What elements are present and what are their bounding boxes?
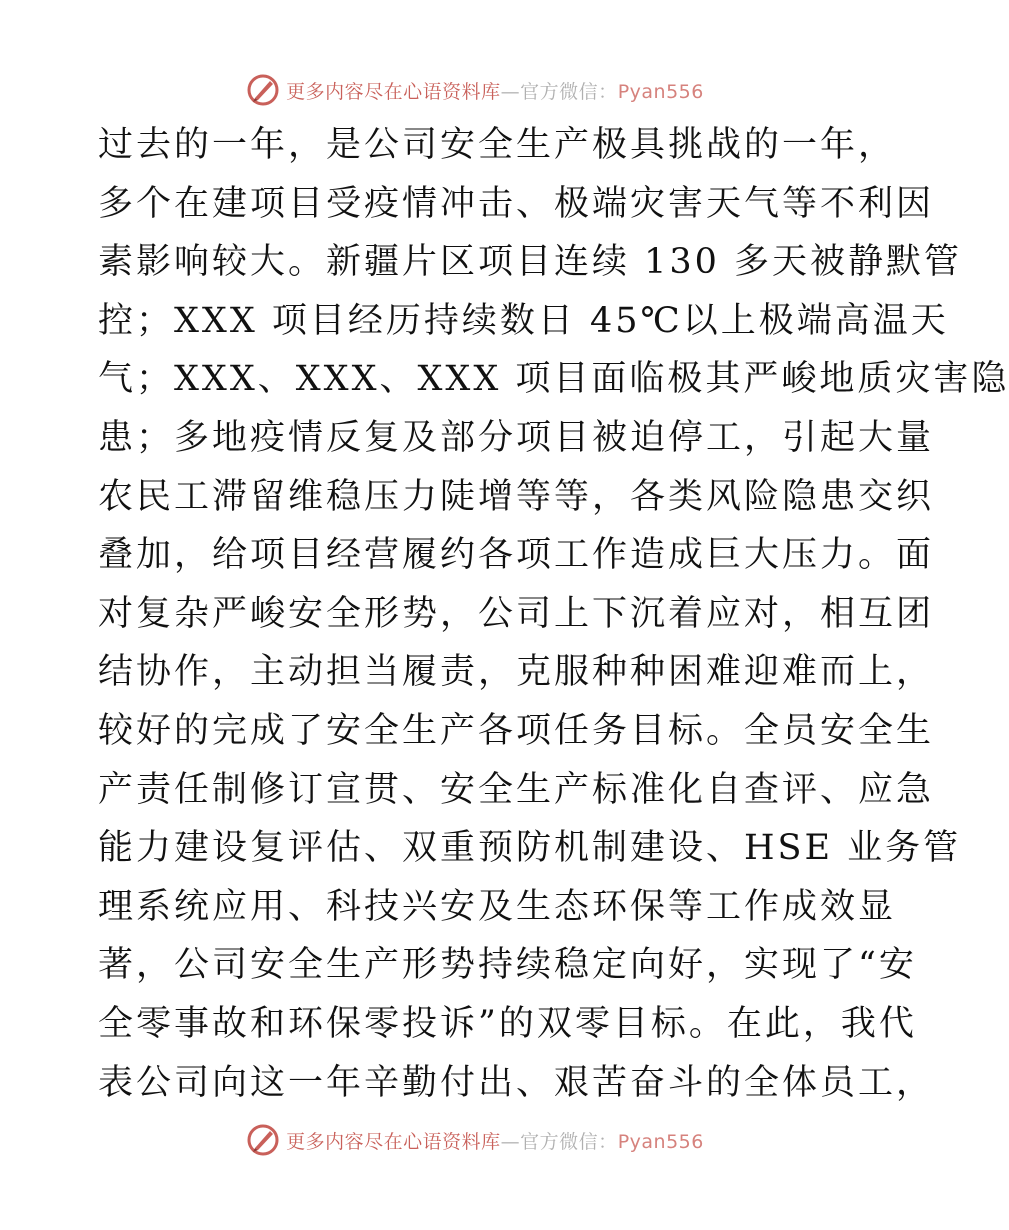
body-line: 产责任制修订宣贯、安全生产标准化自查评、应急 xyxy=(98,769,935,810)
body-line: 素影响较大。新疆片区项目连续 130 多天被静默管 xyxy=(98,242,963,283)
body-line: 理系统应用、科技兴安及生态环保等工作成效显 xyxy=(98,886,897,927)
body-line: 过去的一年，是公司安全生产极具挑战的一年， xyxy=(98,125,897,165)
watermark-separator: — xyxy=(500,80,521,103)
watermark-separator: — xyxy=(500,1130,521,1153)
quill-pen-logo-icon xyxy=(246,1123,280,1157)
body-line: 表公司向这一年辛勤付出、艰苦奋斗的全体员工， xyxy=(98,1062,935,1103)
watermark-wechat-label: 官方微信： xyxy=(520,80,618,103)
header-watermark-banner xyxy=(0,70,950,110)
body-line: 控；XXX 项目经历持续数日 45℃以上极端高温天 xyxy=(98,300,949,341)
body-line: 农民工滞留维稳压力陡增等等，各类风险隐患交织 xyxy=(98,476,935,517)
watermark-wechat-label: 官方微信： xyxy=(520,1130,618,1153)
watermark-wechat-id: Pyan556 xyxy=(617,1130,704,1153)
watermark-text xyxy=(286,1127,704,1154)
body-line: 叠加，给项目经营履约各项工作造成巨大压力。面 xyxy=(98,535,935,576)
body-line: 结协作，主动担当履责，克服种种困难迎难而上， xyxy=(98,652,935,693)
body-line: 著，公司安全生产形势持续稳定向好，实现了“安 xyxy=(98,945,917,986)
watermark-site-text: 更多内容尽在心语资料库 xyxy=(286,80,501,103)
document-body xyxy=(98,116,1009,1112)
footer-watermark-banner xyxy=(0,1120,950,1160)
body-line: 对复杂严峻安全形势，公司上下沉着应对，相互团 xyxy=(98,593,935,634)
body-line: 多个在建项目受疫情冲击、极端灾害天气等不利因 xyxy=(98,183,935,224)
watermark-text xyxy=(286,77,704,104)
body-line: 能力建设复评估、双重预防机制建设、HSE 业务管 xyxy=(98,828,962,869)
watermark-site-text: 更多内容尽在心语资料库 xyxy=(286,1130,501,1153)
body-line: 患；多地疫情反复及部分项目被迫停工，引起大量 xyxy=(98,417,935,458)
body-line: 气；XXX、XXX、XXX 项目面临极其严峻地质灾害隐 xyxy=(98,359,1009,400)
watermark-wechat-id: Pyan556 xyxy=(617,80,704,103)
body-line: 较好的完成了安全生产各项任务目标。全员安全生 xyxy=(98,710,935,751)
quill-pen-logo-icon xyxy=(246,73,280,107)
body-line: 全零事故和环保零投诉”的双零目标。在此，我代 xyxy=(98,1003,917,1044)
